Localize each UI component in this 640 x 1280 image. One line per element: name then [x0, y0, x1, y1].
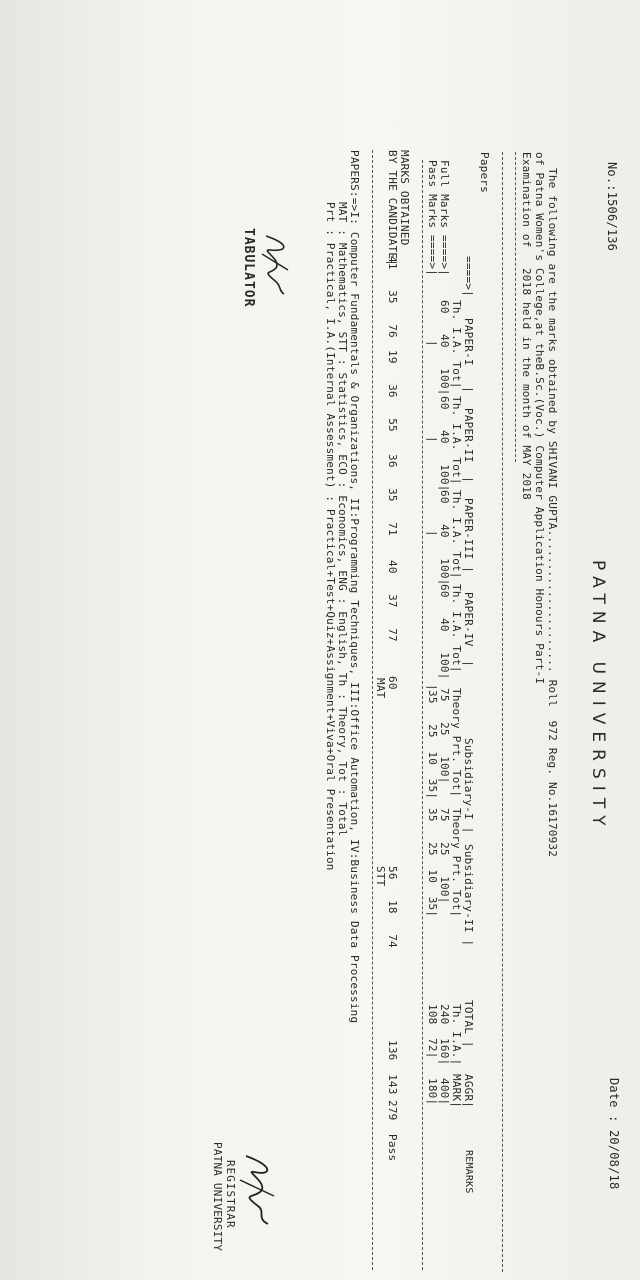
obtained-paper-2: 19 36 55 — [386, 350, 399, 432]
subsidiary-2-name: STT — [374, 866, 387, 887]
papers-label: Papers — [478, 152, 491, 193]
subheader-paper-4: Th. I.A. Tot| — [450, 584, 463, 673]
full-marks-paper-4: 60 40 100| — [438, 584, 451, 680]
obtained-label-2: BY THE CANDIDATE| — [386, 150, 399, 266]
subheader-paper-1: Th. I.A. Tot| — [450, 300, 463, 389]
university-title: PATNA UNIVERSITY — [588, 560, 608, 833]
rule-bottom — [372, 150, 373, 1270]
rule-middle — [422, 160, 423, 1270]
intro-line-1: The following are the marks obtained by SHIVANI GUPTA..................... Roll 972 Reg. No.16170932 — [546, 168, 559, 858]
obtained-label-1: MARKS OBTAINED — [398, 150, 411, 246]
subsidiary-1-name: MAT — [374, 678, 387, 699]
pass-marks-paper-3: | — [426, 530, 439, 537]
subheader-total: Th. I.A.| — [450, 1004, 463, 1066]
full-marks-paper-3: 60 40 100| — [438, 490, 451, 586]
header-subsidiary-1: Subsidiary-I | — [462, 738, 475, 834]
pass-marks-paper-4: | — [426, 684, 439, 691]
full-marks-aggregate: 400| — [438, 1078, 451, 1106]
full-marks-paper-1: 60 40 100| — [438, 300, 451, 396]
obtained-aggregate: 279 — [386, 1100, 399, 1121]
pass-marks-paper-2: | — [426, 436, 439, 443]
pass-marks-total: 108 72| — [426, 1004, 439, 1059]
obtained-paper-1: 41 35 76 — [386, 256, 399, 338]
header-aggregate: AGGR| — [462, 1074, 475, 1109]
papers-arrow: ====>| — [462, 256, 475, 297]
obtained-subsidiary-2: 56 18 74 — [386, 866, 399, 948]
legend-line-1: PAPERS:=>I: Computer Fundamentals & Organizations, II:Programming Techniques, III:Office Automation, IV:Business Data Processing — [348, 150, 361, 1024]
pass-marks-label: Pass Marks ====>| — [426, 160, 439, 276]
obtained-paper-3: 36 35 71 — [386, 454, 399, 536]
pass-marks-paper-1: | — [426, 340, 439, 347]
obtained-paper-4: 40 37 77 — [386, 560, 399, 642]
header-paper-2: PAPER-II | — [462, 408, 475, 484]
pass-marks-subsidiary-1: 35 25 10 35| — [426, 690, 439, 800]
intro-underline — [515, 152, 516, 462]
full-marks-total: 240 160| — [438, 1004, 451, 1066]
full-marks-subsidiary-2: 75 25 100| — [438, 808, 451, 904]
header-paper-3: PAPER-III | — [462, 498, 475, 574]
full-marks-label: Full Marks ====>| — [438, 160, 451, 276]
registrar-signature — [236, 1150, 278, 1230]
subheader-subsidiary-1: Theory Prt. Tot| — [450, 688, 463, 798]
intro-line-3: Examination of 2018 held in the month of MAY 2018 — [520, 152, 533, 500]
result-remarks: Pass — [386, 1134, 399, 1162]
full-marks-subsidiary-1: 75 25 100| — [438, 688, 451, 784]
pass-marks-subsidiary-2: 35 25 10 35| — [426, 808, 439, 918]
full-marks-paper-2: 60 40 100| — [438, 396, 451, 492]
tabulator-signature — [252, 230, 296, 300]
registrar-label: REGISTRAR — [224, 1160, 237, 1229]
tabulator-label: TABULATOR — [241, 228, 256, 308]
header-total: TOTAL | — [462, 1000, 475, 1048]
obtained-total: 136 143 — [386, 1040, 399, 1095]
header-paper-1: PAPER-I | — [462, 318, 475, 394]
rule-top — [502, 152, 503, 1272]
header-subsidiary-2: Subsidiary-II | — [462, 844, 475, 947]
document-number: No.:1506/136 — [605, 162, 619, 252]
legend-line-2: MAT : Mathematics, STT : Statistics, ECO : Economics, ENG : English, Th : Theory, Tot : Total — [336, 202, 349, 837]
subheader-paper-2: Th. I.A. Tot| — [450, 396, 463, 485]
header-remarks: REMARKS — [463, 1150, 474, 1194]
registrar-university: PATNA UNIVERSITY — [211, 1142, 224, 1252]
intro-line-2: of Patna Women's College,at theB.Sc.(Voc.) Computer Application Honours Part-I — [533, 152, 546, 685]
pass-marks-aggregate: 180| — [426, 1078, 439, 1106]
legend-line-3: Prt : Practical, I.A.(Internal Assessment) : Practical+Test+Quiz+Assignment+Viva+Oral Presentation — [324, 202, 337, 871]
subheader-subsidiary-2: Theory Prt. Tot| — [450, 808, 463, 918]
subheader-paper-3: Th. I.A. Tot| — [450, 490, 463, 579]
issue-date: Date : 20/08/18 — [607, 1078, 621, 1190]
obtained-subsidiary-1: 60 — [386, 676, 399, 690]
subheader-aggregate: MARK| — [450, 1074, 463, 1109]
header-paper-4: PAPER-IV | — [462, 592, 475, 668]
